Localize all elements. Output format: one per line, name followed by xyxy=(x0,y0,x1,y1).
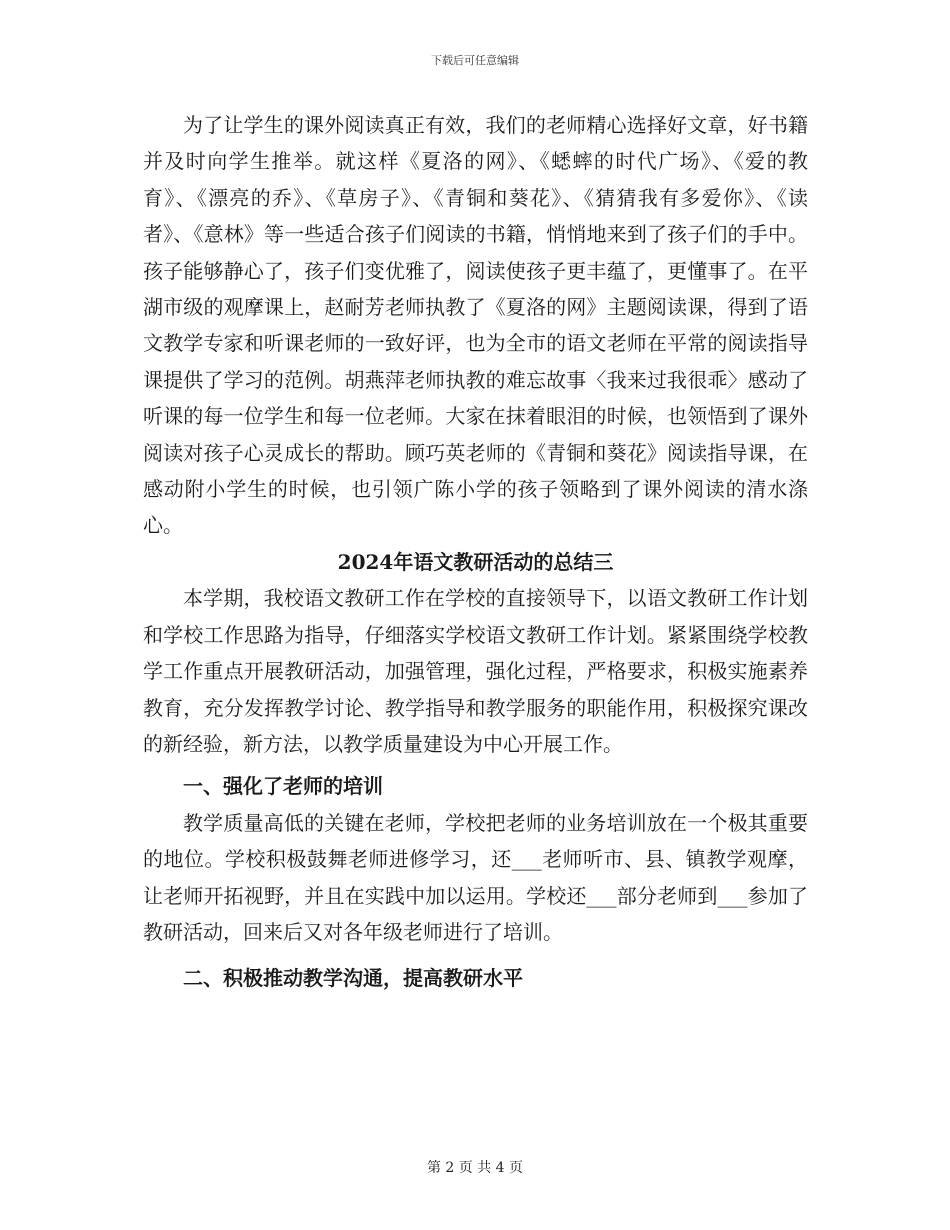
page-header: 下载后可任意编辑 xyxy=(431,54,519,67)
document-body xyxy=(143,107,808,997)
training-paragraph: 教学质量高低的关键在老师，学校把老师的业务培训放在一个极其重要的地位。学校积极鼓舞老师进修学习，还___老师听市、县、镇教学观摩，让老师开拓视野，并且在实践中加以运用。学校还___部分老师到___参加了教研活动，回来后又对各年级老师进行了培训。 xyxy=(143,810,808,944)
body-paragraph: 为了让学生的课外阅读真正有效，我们的老师精心选择好文章，好书籍并及时向学生推举。就这样《夏洛的网》、《蟋蟀的时代广场》、《爱的教育》、《漂亮的乔》、《草房子》、《青铜和葵花》、《猜猜我有多爱你》、《读者》、《意林》等一些适合孩子们阅读的书籍，悄悄地来到了孩子们的手中。孩子能够静心了，孩子们变优雅了，阅读使孩子更丰蕴了，更懂事了。在平湖市级的观摩课上，赵耐芳老师执教了《夏洛的网》主题阅读课，得到了语文教学专家和听课老师的一致好评，也为全市的语文老师在平常的阅读指导课提供了学习的范例。胡燕萍老师执教的难忘故事〈我来过我很乖〉感动了听课的每一位学生和每一位老师。大家在抹着眼泪的时候，也领悟到了课外阅读对孩子心灵成长的帮助。顾巧英老师的《青铜和葵花》阅读指导课，在感动附小学生的时候，也引领广陈小学的孩子领略到了课外阅读的清水涤心。 xyxy=(143,113,808,538)
section-heading-training: 一、强化了老师的培训 xyxy=(183,774,383,799)
section-title: 2024年语文教研活动的总结三 xyxy=(337,549,614,574)
section-heading-exchange: 二、积极推动教学沟通，提高教研水平 xyxy=(183,966,523,991)
page-footer: 第 2 页 共 4 页 xyxy=(426,1160,524,1176)
intro-paragraph: 本学期，我校语文教研工作在学校的直接领导下，以语文教研工作计划和学校工作思路为指导，仔细落实学校语文教研工作计划。紧紧围绕学校教学工作重点开展教研活动，加强管理，强化过程，严格要求，积极实施素养教育，充分发挥教学讨论、教学指导和教学服务的职能作用，积极探究课改的新经验，新方法，以教学质量建设为中心开展工作。 xyxy=(143,586,808,756)
